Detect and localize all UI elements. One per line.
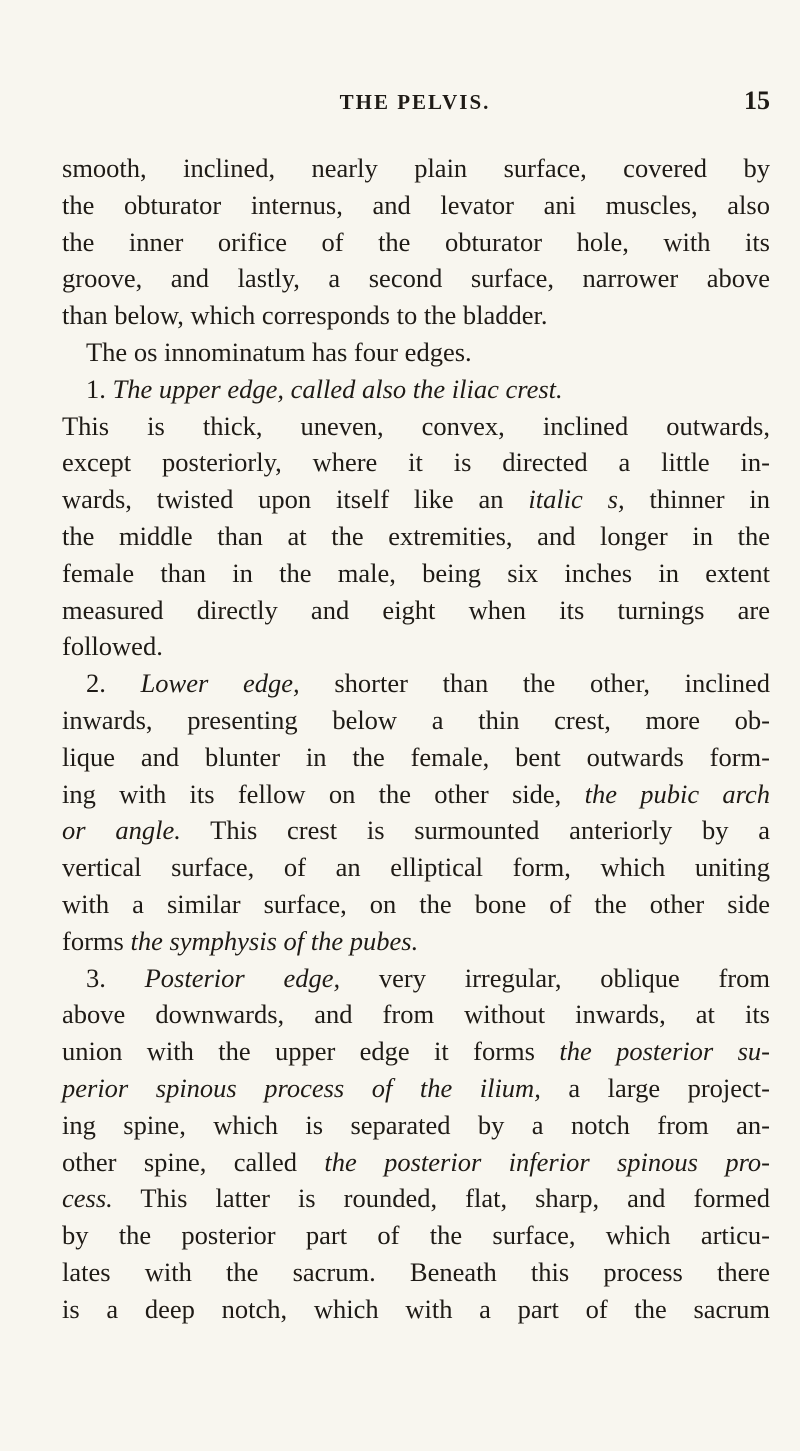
text-line: or angle. This crest is surmounted anteriorly by a	[62, 815, 771, 846]
text-line: the middle than at the extremities, and longer in the	[62, 520, 770, 551]
text-line: lates with the sacrum. Beneath this process there	[62, 1256, 770, 1287]
text-line: ing with its fellow on the other side, the pubic arch	[62, 778, 770, 809]
italic-heading: Lower edge,	[140, 668, 300, 699]
text-line: the obturator internus, and levator ani muscles, also	[62, 189, 770, 220]
text-line: This is thick, uneven, convex, inclined outwards,	[62, 410, 770, 441]
text-line: groove, and lastly, a second surface, narrower above	[62, 263, 770, 294]
text-line: with a similar surface, on the bone of the other side	[62, 888, 770, 919]
text-line: female than in the male, being six inches in extent	[62, 557, 770, 588]
text-line: inwards, presenting below a thin crest, more ob-	[62, 704, 770, 735]
text-line: forms the symphysis of the pubes.	[62, 925, 419, 956]
running-title: THE PELVIS.	[339, 90, 491, 114]
text-line: wards, twisted upon itself like an italic s, thinner in	[62, 484, 770, 515]
text-line: smooth, inclined, nearly plain surface, covered by	[62, 153, 770, 183]
text-line: except posteriorly, where it is directed a little in-	[62, 447, 770, 478]
page-number: 15	[744, 86, 770, 115]
text-line: cess. This latter is rounded, flat, sharp, and formed	[62, 1183, 770, 1214]
text-line: 1. The upper edge, called also the iliac crest.	[86, 373, 563, 404]
text-line: measured directly and eight when its turnings are	[62, 594, 770, 625]
italic-heading: The upper edge, called also the iliac crest.	[112, 373, 563, 404]
text-line: 3. Posterior edge, very irregular, oblique from	[86, 962, 771, 993]
text-line: above downwards, and from without inwards, at its	[62, 999, 770, 1030]
text-line: vertical surface, of an elliptical form, which uniting	[62, 852, 770, 883]
text-line: than below, which corresponds to the bladder.	[62, 300, 548, 331]
italic-heading: Posterior edge,	[144, 962, 341, 993]
running-head	[60, 86, 770, 120]
text-line: 2. Lower edge, shorter than the other, inclined	[86, 668, 771, 699]
text-line: ing spine, which is separated by a notch from an-	[62, 1109, 770, 1140]
text-line: the inner orifice of the obturator hole, with its	[62, 226, 770, 257]
text-line: union with the upper edge it forms the posterior su-	[62, 1036, 770, 1067]
text-line: followed.	[62, 631, 163, 662]
body-text	[62, 150, 770, 1328]
text-line: The os innominatum has four edges.	[86, 336, 472, 367]
text-line: lique and blunter in the female, bent outwards form-	[62, 741, 770, 772]
text-line: is a deep notch, which with a part of the sacrum	[62, 1293, 770, 1324]
text-line: other spine, called the posterior inferior spinous pro-	[62, 1146, 770, 1177]
text-line: by the posterior part of the surface, which articu-	[62, 1220, 770, 1251]
text-line: perior spinous process of the ilium, a large project-	[62, 1072, 770, 1103]
